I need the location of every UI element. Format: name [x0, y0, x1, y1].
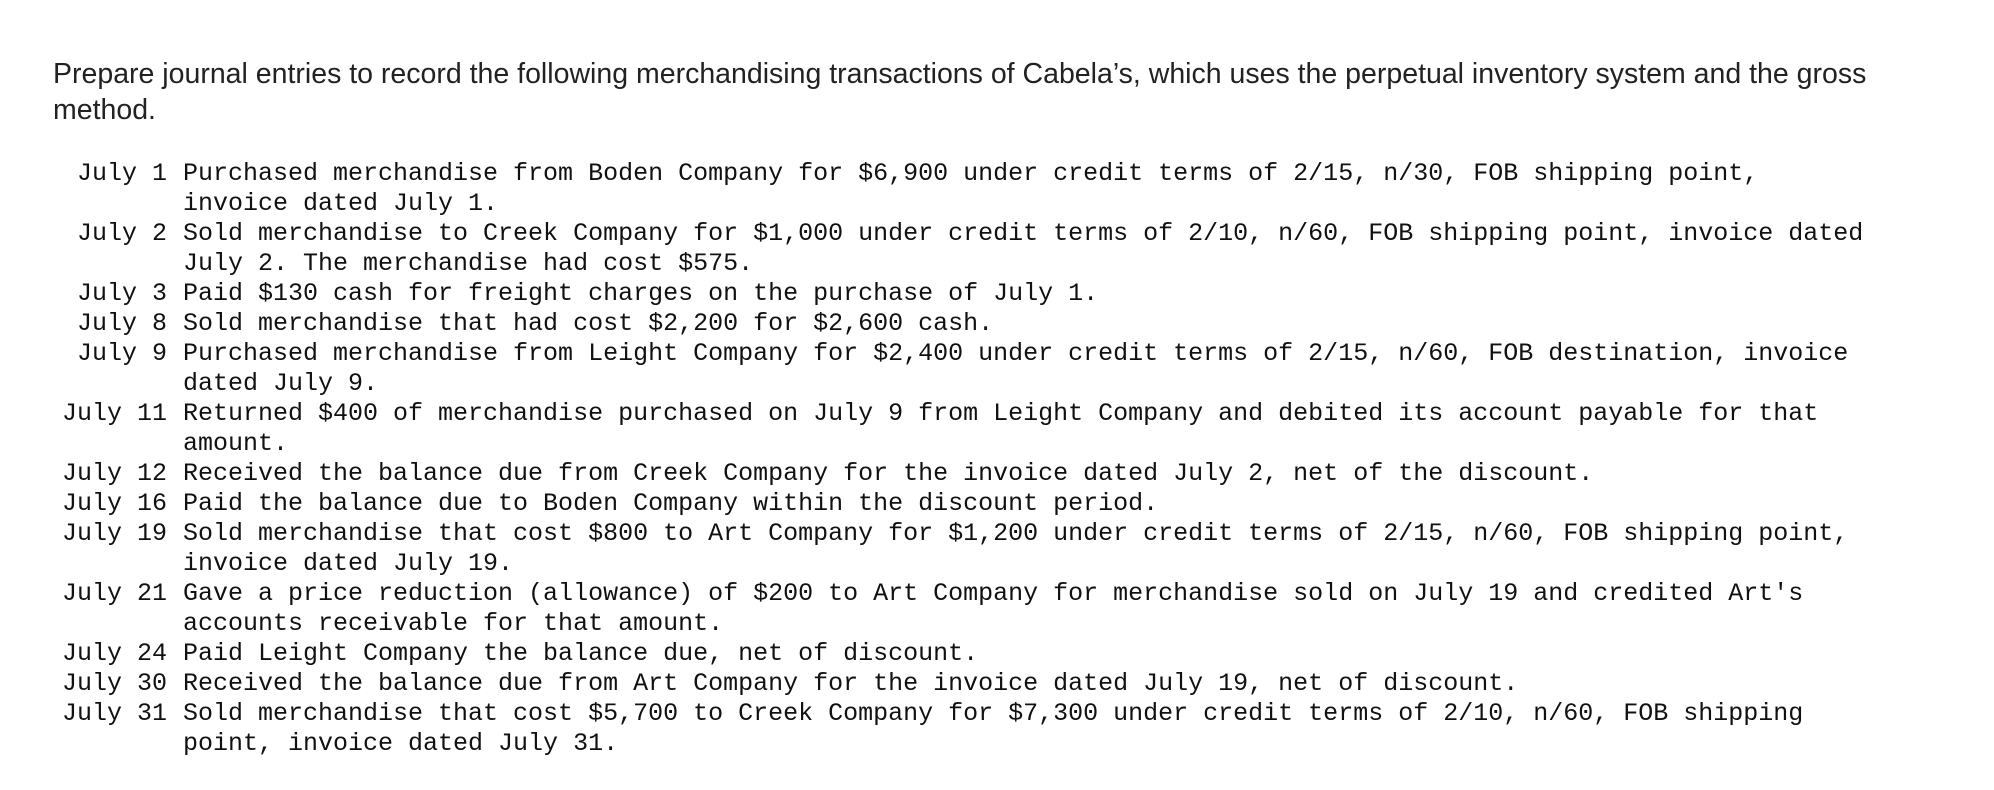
transaction-row: [53, 519, 1973, 579]
transaction-date: July 30: [61, 669, 167, 698]
transaction-row: [53, 459, 1973, 489]
transaction-row: [53, 309, 1973, 339]
transaction-date: July 2: [76, 219, 167, 248]
transaction-description: Gave a price reduction (allowance) of $200 to Art Company for merchandise sold on July 19 and credited Art's accounts receivable for that amount.: [183, 579, 1804, 638]
transaction-description: Received the balance due from Art Company for the invoice dated July 19, net of discount.: [183, 669, 1519, 698]
transaction-date: July 8: [76, 309, 167, 338]
transaction-list: [53, 159, 1973, 759]
transaction-description: Purchased merchandise from Leight Company for $2,400 under credit terms of 2/15, n/60, FOB destination, invoice dated July 9.: [183, 339, 1849, 398]
transaction-row: [53, 699, 1973, 759]
instructions-text: Prepare journal entries to record the following merchandising transactions of Cabela’s, which uses the perpetual inventory system and the gross method.: [53, 58, 1867, 126]
transaction-row: [53, 339, 1973, 399]
problem-statement: [53, 56, 1973, 759]
transaction-description: Sold merchandise to Creek Company for $1,000 under credit terms of 2/10, n/60, FOB shipping point, invoice dated July 2. The merchandise had cost $575.: [183, 219, 1864, 278]
transaction-row: [53, 219, 1973, 279]
transaction-row: [53, 639, 1973, 669]
transaction-date: July 21: [61, 579, 167, 608]
transaction-description: Sold merchandise that cost $800 to Art Company for $1,200 under credit terms of 2/15, n/60, FOB shipping point, invoice dated July 19.: [183, 519, 1849, 578]
transaction-row: [53, 579, 1973, 639]
transaction-description: Paid $130 cash for freight charges on the purchase of July 1.: [183, 279, 1099, 308]
transaction-description: Received the balance due from Creek Company for the invoice dated July 2, net of the discount.: [183, 459, 1594, 488]
transaction-row: [53, 489, 1973, 519]
transaction-date: July 1: [76, 159, 167, 188]
transaction-description: Purchased merchandise from Boden Company for $6,900 under credit terms of 2/15, n/30, FOB shipping point, invoice dated July 1.: [183, 159, 1759, 218]
transaction-row: [53, 669, 1973, 699]
transaction-description: Sold merchandise that had cost $2,200 for $2,600 cash.: [183, 309, 994, 338]
transaction-description: Returned $400 of merchandise purchased on July 9 from Leight Company and debited its account payable for that amount.: [183, 399, 1819, 458]
transaction-description: Sold merchandise that cost $5,700 to Creek Company for $7,300 under credit terms of 2/10, n/60, FOB shipping point, invoice dated July 31.: [183, 699, 1804, 758]
transaction-date: July 19: [61, 519, 167, 548]
transaction-row: [53, 279, 1973, 309]
transaction-date: July 16: [61, 489, 167, 518]
transaction-row: [53, 399, 1973, 459]
transaction-date: July 9: [76, 339, 167, 368]
transaction-date: July 11: [61, 399, 167, 428]
transaction-description: Paid the balance due to Boden Company within the discount period.: [183, 489, 1159, 518]
transaction-date: July 31: [61, 699, 167, 728]
transaction-date: July 3: [76, 279, 167, 308]
transaction-date: July 12: [61, 459, 167, 488]
transaction-row: [53, 159, 1973, 219]
transaction-date: July 24: [61, 639, 167, 668]
transaction-description: Paid Leight Company the balance due, net of discount.: [183, 639, 979, 668]
